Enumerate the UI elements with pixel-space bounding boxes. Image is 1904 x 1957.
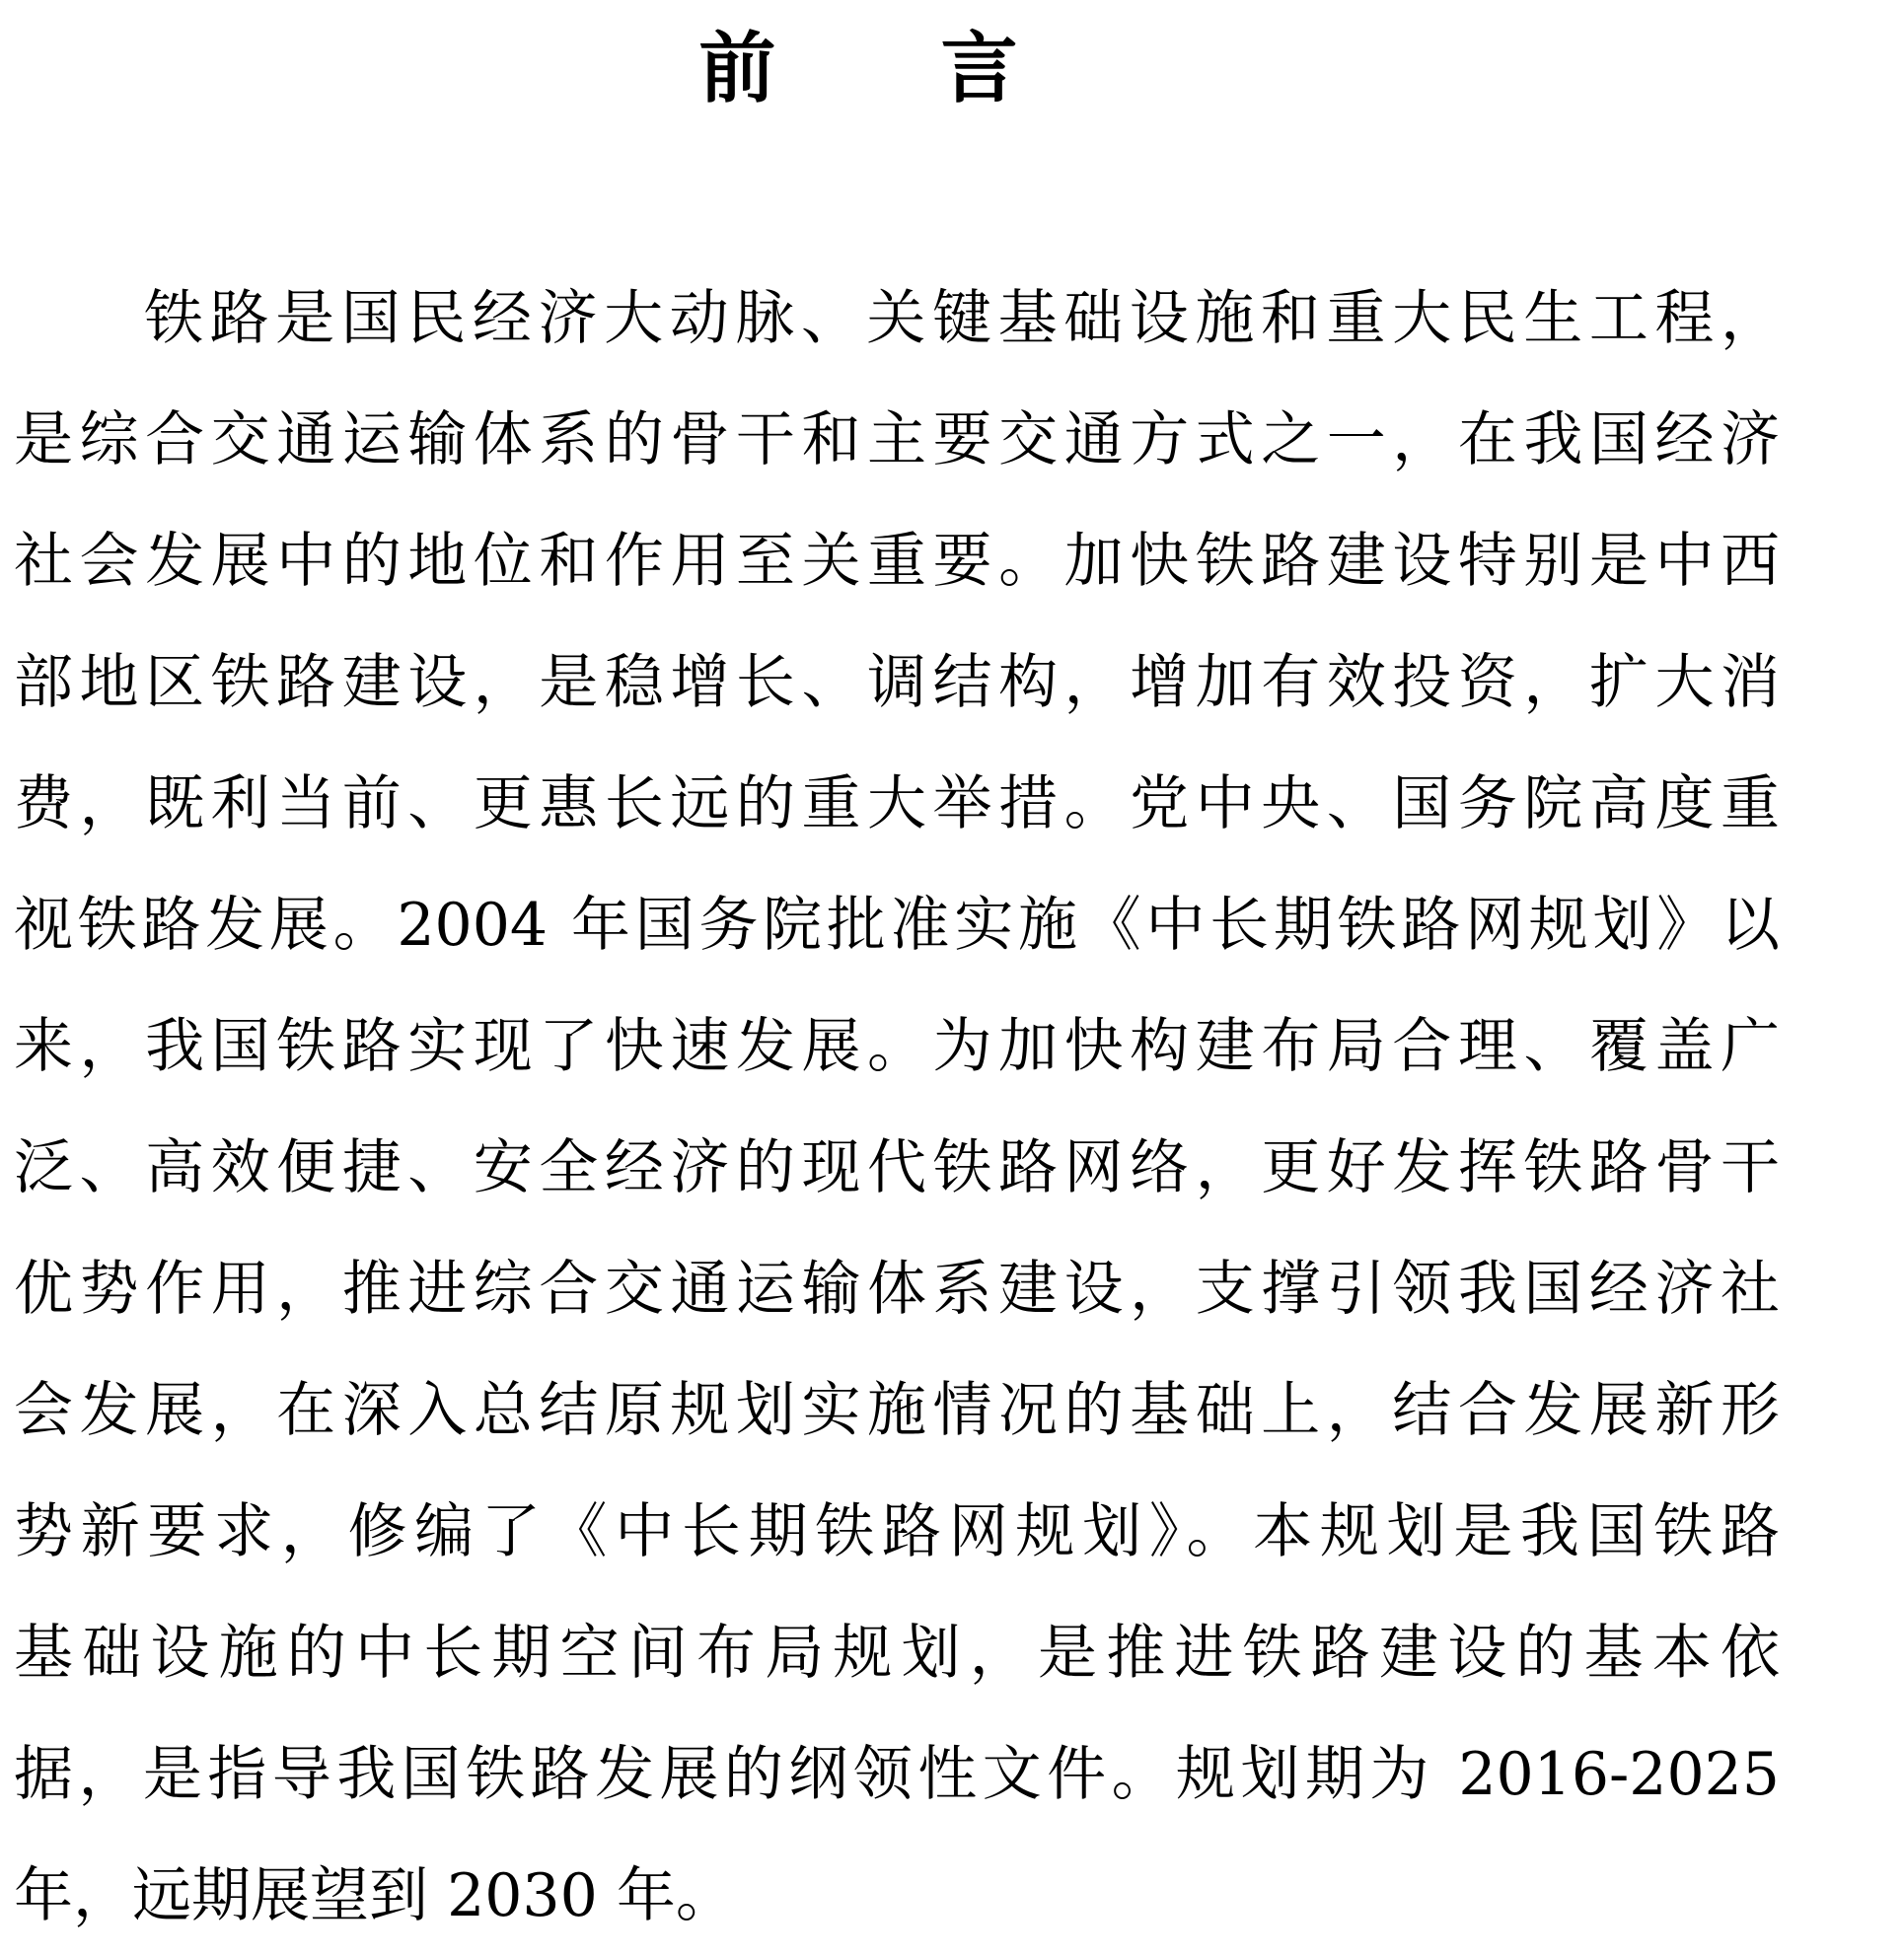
- paragraph-line: 会发展，在深入总结原规划实施情况的基础上，结合发展新形: [14, 1376, 1780, 1445]
- paragraph-line: 基础设施的中长期空间布局规划，是推进铁路建设的基本依: [14, 1619, 1780, 1688]
- body-paragraph: [14, 258, 1780, 1957]
- paragraph-line: 泛、高效便捷、安全经济的现代铁路网络，更好发挥铁路骨干: [14, 1133, 1780, 1202]
- paragraph-line: 社会发展中的地位和作用至关重要。加快铁路建设特别是中西: [14, 527, 1780, 596]
- paragraph-line: 部地区铁路建设，是稳增长、调结构，增加有效投资，扩大消: [14, 648, 1780, 717]
- paragraph-line: 是综合交通运输体系的骨干和主要交通方式之一，在我国经济: [14, 405, 1780, 474]
- paragraph-line: 来，我国铁路实现了快速发展。为加快构建布局合理、覆盖广: [14, 1012, 1780, 1081]
- paragraph-line: 铁路是国民经济大动脉、关键基础设施和重大民生工程，: [144, 284, 1780, 353]
- paragraph-line: 优势作用，推进综合交通运输体系建设，支撑引领我国经济社: [14, 1255, 1780, 1324]
- paragraph-line: 年，远期展望到 2030 年。: [14, 1861, 735, 1930]
- paragraph-line: 视铁路发展。2004 年国务院批准实施《中长期铁路网规划》以: [14, 891, 1780, 960]
- page-title: 前 言: [698, 24, 1087, 113]
- paragraph-line: 据，是指导我国铁路发展的纲领性文件。规划期为 2016-2025: [14, 1740, 1780, 1809]
- paragraph-line: 势新要求，修编了《中长期铁路网规划》。本规划是我国铁路: [14, 1497, 1780, 1566]
- paragraph-line: 费，既利当前、更惠长远的重大举措。党中央、国务院高度重: [14, 769, 1780, 838]
